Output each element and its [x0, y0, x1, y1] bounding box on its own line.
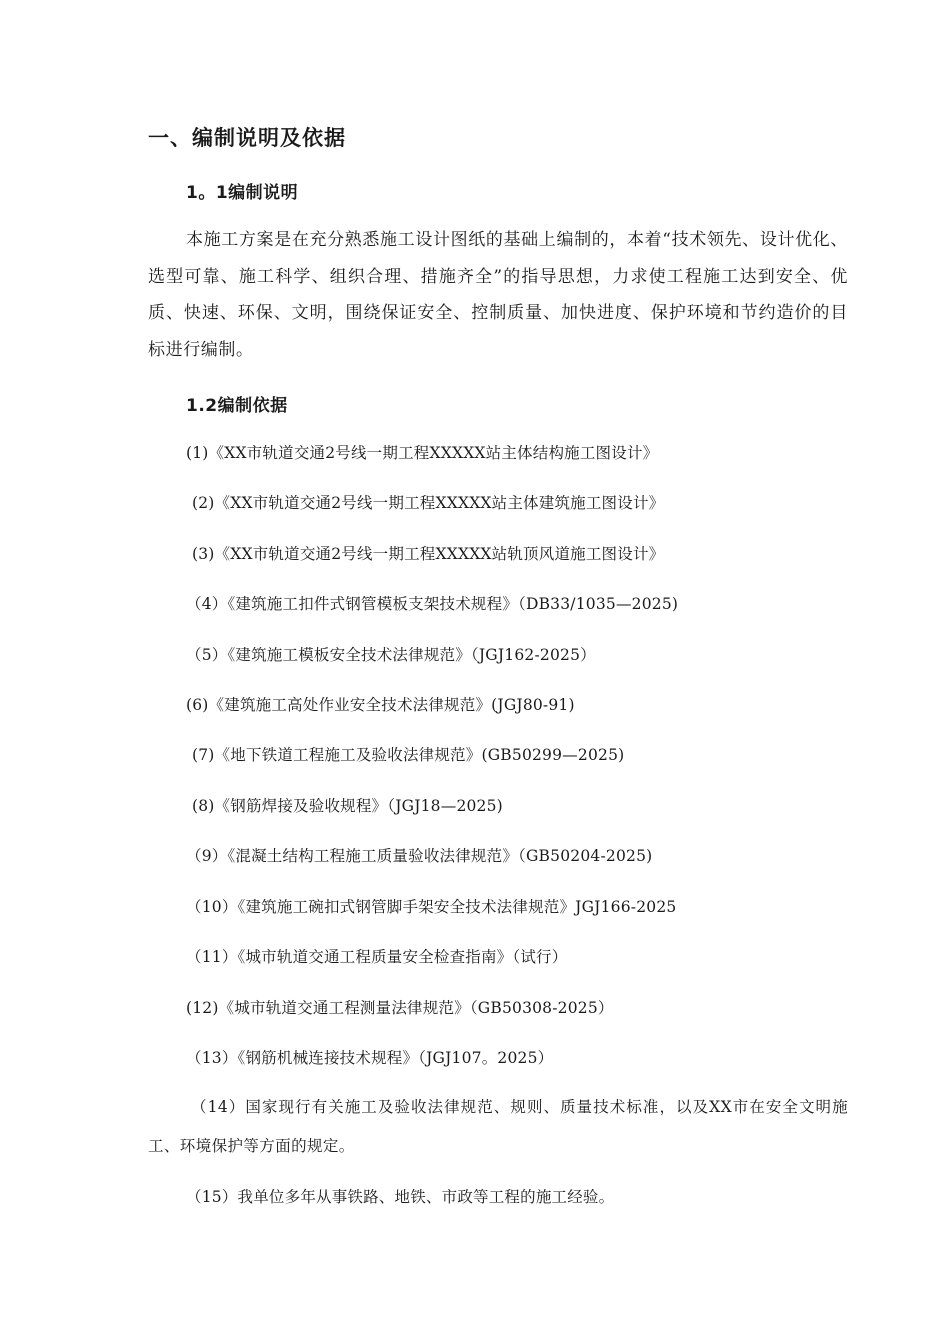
reference-item-13: （13）《钢筋机械连接技术规程》（JGJ107。2025）	[186, 1049, 554, 1067]
reference-item-1: (1)《XX市轨道交通2号线一期工程XXXXX站主体结构施工图设计》	[186, 444, 659, 462]
section-heading: 一、编制说明及依据	[148, 126, 346, 150]
reference-item-5: （5）《建筑施工模板安全技术法律规范》（JGJ162-2025）	[186, 646, 596, 664]
reference-item-10: （10）《建筑施工碗扣式钢管脚手架安全技术法律规范》JGJ166-2025	[186, 898, 677, 916]
subsection-title-1-1: 1。1编制说明	[186, 183, 299, 203]
reference-item-7: (7)《地下铁道工程施工及验收法律规范》(GB50299—2025)	[192, 746, 625, 764]
reference-item-15: （15）我单位多年从事铁路、地铁、市政等工程的施工经验。	[186, 1188, 615, 1206]
reference-item-9: （9）《混凝土结构工程施工质量验收法律规范》（GB50204-2025)	[186, 847, 653, 865]
reference-item-4: （4）《建筑施工扣件式钢管模板支架技术规程》（DB33/1035—2025)	[186, 595, 679, 613]
reference-item-6: (6)《建筑施工高处作业安全技术法律规范》(JGJ80-91)	[186, 696, 575, 714]
compilation-description-paragraph: 本施工方案是在充分熟悉施工设计图纸的基础上编制的，本着“技术领先、设计优化、选型可靠、施工科学、组织合理、措施齐全”的指导思想，力求使工程施工达到安全、优质、快速、环保、文明，围绕保证安全、控制质量、加快进度、保护环境和节约造价的目标进行编制。	[148, 230, 848, 360]
reference-item-12: (12)《城市轨道交通工程测量法律规范》（GB50308-2025）	[186, 999, 614, 1017]
reference-item-14: （14）国家现行有关施工及验收法律规范、规则、质量技术标准，以及XX市在安全文明施工、环境保护等方面的规定。	[148, 1098, 848, 1155]
reference-item-2: (2)《XX市轨道交通2号线一期工程XXXXX站主体建筑施工图设计》	[192, 494, 665, 512]
reference-item-8: (8)《钢筋焊接及验收规程》（JGJ18—2025)	[192, 797, 503, 815]
subsection-title-1-2: 1.2编制依据	[186, 396, 288, 416]
reference-item-11: （11）《城市轨道交通工程质量安全检查指南》（试行）	[186, 948, 568, 966]
reference-item-3: (3)《XX市轨道交通2号线一期工程XXXXX站轨顶风道施工图设计》	[192, 545, 665, 563]
